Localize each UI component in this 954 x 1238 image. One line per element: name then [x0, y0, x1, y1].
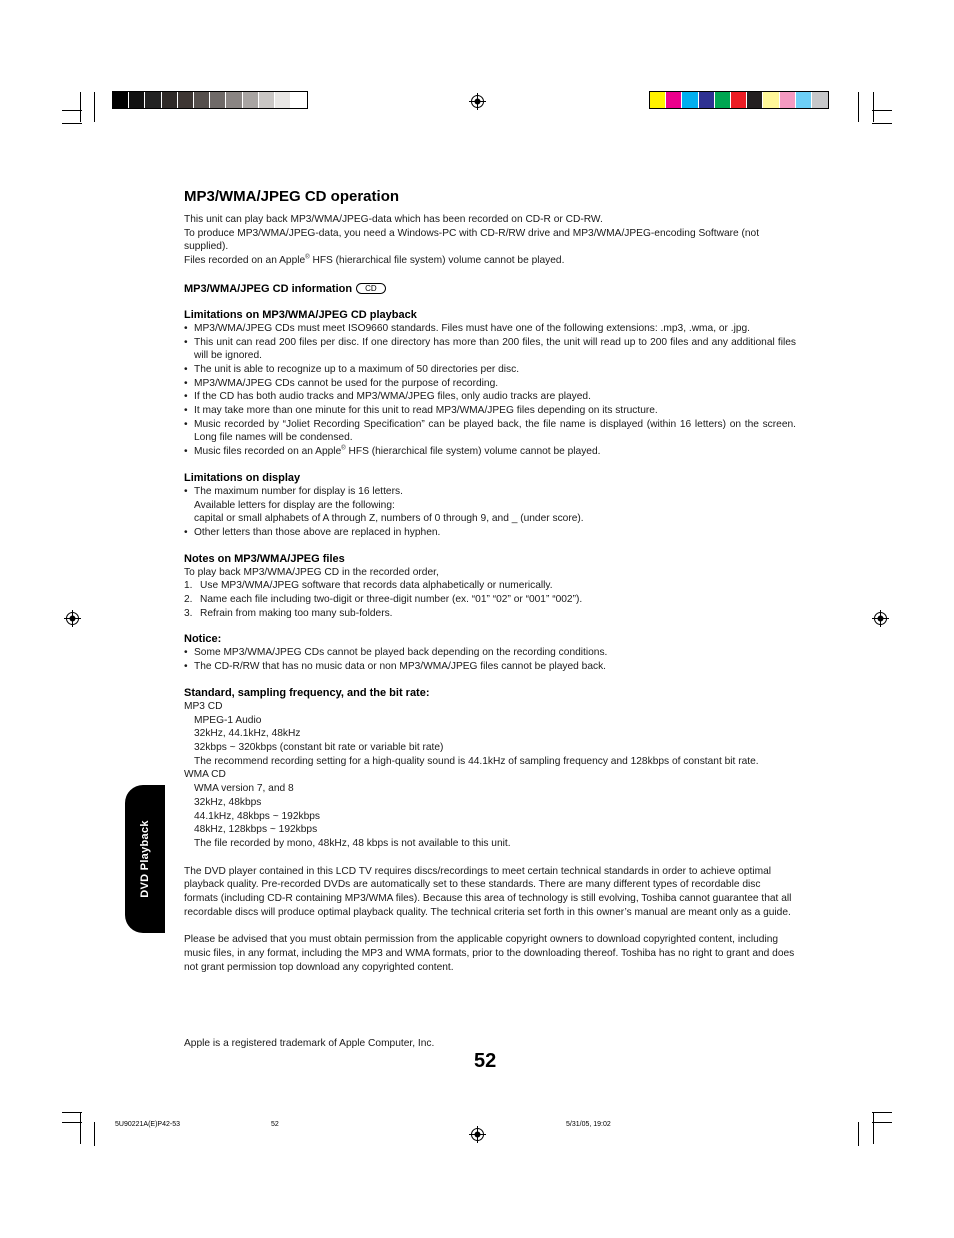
color-swatch: [699, 92, 715, 108]
footer-file-id: 5U90221A(E)P42-53: [115, 1121, 180, 1128]
notes-intro: To play back MP3/WMA/JPEG CD in the recorded order,: [184, 566, 439, 578]
color-swatch: [145, 92, 161, 108]
color-swatch: [226, 92, 242, 108]
list-item: • The maximum number for display is 16 letters. Available letters for display are the following: capital or small alphabets of A through Z, numbers of 0 through 9, and _ (under score).: [184, 485, 796, 526]
color-swatch: [178, 92, 194, 108]
color-swatch: [715, 92, 731, 108]
color-swatch: [731, 92, 747, 108]
list-item: • Music recorded by “Joliet Recording Specification” can be played back, the file name is displayed (within 16 letters) on the screen. Long file names will be condensed.: [184, 418, 796, 445]
list-item: • It may take more than one minute for this unit to read MP3/WMA/JPEG files depending on its structure.: [184, 404, 796, 418]
list-item: 1. Use MP3/WMA/JPEG software that records data alphabetically or numerically.: [184, 580, 553, 592]
registration-target-icon: [872, 610, 889, 627]
color-swatch: [243, 92, 259, 108]
grayscale-color-bar: [112, 91, 308, 109]
registration-target-icon: [469, 93, 486, 110]
trademark-note: Apple is a registered trademark of Apple Computer, Inc.: [184, 1038, 435, 1049]
registration-target-icon: [469, 1126, 486, 1143]
intro-line: This unit can play back MP3/WMA/JPEG-data which has been recorded on CD-R or CD-RW.: [184, 214, 603, 225]
color-swatch: [796, 92, 812, 108]
section-side-tab: [125, 785, 165, 933]
list-item: • If the CD has both audio tracks and MP3/WMA/JPEG files, only audio tracks are played.: [184, 390, 796, 404]
color-swatch: [780, 92, 796, 108]
list-item: • This unit can read 200 files per disc. If one directory has more than 200 files, the unit will read up to 200 files and any additional files will be ignored.: [184, 336, 796, 363]
registration-target-icon: [64, 610, 81, 627]
wma-specs: WMA version 7, and 8 32kHz, 48kbps 44.1kHz, 48kbps ~ 192kbps 48kHz, 128kbps ~ 192kbps The file recorded by mono, 48kHz, 48 kbps is not available to this unit.: [194, 783, 511, 849]
list-item: • Some MP3/WMA/JPEG CDs cannot be played back depending on the recording conditions.: [184, 646, 796, 660]
color-swatch: [113, 92, 129, 108]
intro-apple-line: Files recorded on an Apple® HFS (hierarchical file system) volume cannot be played.: [184, 254, 565, 267]
list-item: 3. Refrain from making too many sub-folders.: [184, 607, 393, 619]
main-content: [184, 188, 796, 975]
info-heading: MP3/WMA/JPEG CD information CD: [184, 282, 796, 296]
dvd-standards-paragraph: The DVD player contained in this LCD TV requires discs/recordings to meet certain technical standards in order to achieve optimal playback quality. Pre-recorded DVDs are automatically set to these standards. There are many different types of recordable disc formats (including CD-R containing MP3/WMA files). Because this area of technology is still evolving, Toshiba cannot guarantee that all recordable discs will produce optimal playback quality. The technical criteria set forth in this owner’s manual are meant only as a guide.: [184, 865, 792, 918]
color-swatch: [682, 92, 698, 108]
limitations-list: [184, 322, 796, 459]
display-heading: Limitations on display: [184, 471, 301, 484]
wma-label: WMA CD: [184, 769, 226, 781]
color-swatch: [763, 92, 779, 108]
copyright-paragraph: Please be advised that you must obtain permission from the applicable copyright owners to download copyrighted content, including music files, in any format, including the MP3 and WMA formats, prior to the downloading thereof. Toshiba has no right to grant and does not grant permission top download any copyrighted content.: [184, 934, 795, 973]
list-item: • MP3/WMA/JPEG CDs must meet ISO9660 standards. Files must have one of the following extensions: .mp3, .wma, or .jpg.: [184, 322, 796, 336]
notes-list: [184, 579, 796, 620]
intro-line: To produce MP3/WMA/JPEG-data, you need a Windows-PC with CD-R/RW drive and MP3/WMA/JPEG-encoding Software (not supplied).: [184, 227, 760, 253]
color-swatch: [747, 92, 763, 108]
footer-timestamp: 5/31/05, 19:02: [566, 1121, 611, 1128]
color-swatch: [812, 92, 828, 108]
color-swatch: [162, 92, 178, 108]
list-item: • Music files recorded on an Apple® HFS (hierarchical file system) volume cannot be played.: [184, 445, 796, 459]
display-list: [184, 485, 796, 540]
color-swatch: [210, 92, 226, 108]
color-swatch: [666, 92, 682, 108]
notice-list: [184, 646, 796, 673]
notice-heading: Notice:: [184, 633, 222, 646]
color-swatch: [291, 92, 307, 108]
color-swatch: [275, 92, 291, 108]
color-swatch: [259, 92, 275, 108]
standard-heading: Standard, sampling frequency, and the bit rate:: [184, 686, 430, 699]
footer-page: 52: [271, 1121, 279, 1128]
list-item: • Other letters than those above are replaced in hyphen.: [184, 526, 796, 540]
list-item: • The unit is able to recognize up to a maximum of 50 directories per disc.: [184, 363, 796, 377]
list-item: 2. Name each file including two-digit or three-digit number (ex. “01” “02” or “001” “002”).: [184, 594, 583, 606]
color-calibration-bar: [649, 91, 829, 109]
page-title: MP3/WMA/JPEG CD operation: [184, 188, 400, 205]
mp3-label: MP3 CD: [184, 700, 223, 712]
color-swatch: [650, 92, 666, 108]
color-swatch: [129, 92, 145, 108]
notes-heading: Notes on MP3/WMA/JPEG files: [184, 552, 345, 565]
cd-badge-icon: CD: [356, 283, 386, 294]
list-item: • MP3/WMA/JPEG CDs cannot be used for the purpose of recording.: [184, 377, 796, 391]
page-number: 52: [474, 1050, 497, 1072]
list-item: • The CD-R/RW that has no music data or non MP3/WMA/JPEG files cannot be played back.: [184, 660, 796, 674]
limitations-heading: Limitations on MP3/WMA/JPEG CD playback: [184, 308, 417, 321]
mp3-specs: MPEG-1 Audio 32kHz, 44.1kHz, 48kHz 32kbps ~ 320kbps (constant bit rate or variable bit rate) The recommend recording setting for a high-quality sound is 44.1kHz of sampling frequency and 128kbps of constant bit rate.: [194, 714, 759, 767]
color-swatch: [194, 92, 210, 108]
side-tab-label: DVD Playback: [139, 820, 151, 898]
